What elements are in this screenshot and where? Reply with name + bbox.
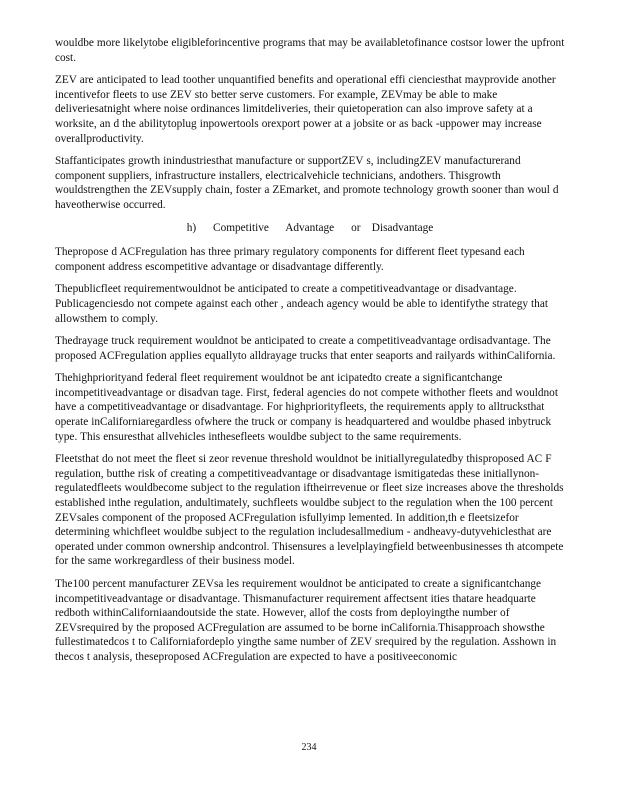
section-heading-competitive-advantage: h) Competitive Advantage or Disadvantage <box>186 221 434 234</box>
page-number: 234 <box>301 742 317 753</box>
paragraph-eligibility: wouldbe more likelytobe eligibleforincentive programs that may be availabletofinance costsor lower the upfront cost. <box>55 37 565 64</box>
paragraph-high-priority-federal: Thehighpriorityand federal fleet requirement wouldnot be ant icipatedto create a significantchange incompetitiveadvantage or disadvan tage. First, federal agencies do not compete withother fleets and wouldnot have a competitiveadvantage or disadvantage. For highpriorityfleets, the requirements apply to alltrucksthat operate inCaliforniaregardless ofwhere the truck or company is headquartered and wouldbe phased inbytruck type. This ensuresthat allvehicles inthesefleets wouldbe subject to the same requirements. <box>55 372 558 443</box>
paragraph-fleet-threshold: Fleetsthat do not meet the fleet si zeor revenue threshold wouldnot be initiallyregulatedby thisproposed AC F regulation, butthe risk of creating a competitiveadvantage or disadvantage ismitigatedas these initiallynon-regulatedfleets wouldbecome subject to the regulation iftheirrevenue or fleet size increases above the thresholds established inthe regulation, andultimately, suchfleets wouldbe subject to the regulation when the 100 percent ZEVsales component of the proposed ACFregulation isfullyimp lemented. In addition,th e fleetsizefor determining whichfleet wouldbe subject to the regulation includesallmedium - andheavy-dutyvehiclesthat are operated under common ownership andcontrol. Thisensures a levelplayingfield betweenbusinesses th atcompete for the same workregardless of their business model. <box>55 453 564 568</box>
paragraph-manufacturer-sales: The100 percent manufacturer ZEVsa les requirement wouldnot be anticipated to create a significantchange incompetitiveadvantage or disadvantage. Thismanufacturer requirement affectsent ities thatare headquarte redboth withinCaliforniaandoutside the state. However, allof the costs from deployingthe number of ZEVsrequired by the proposed ACFregulation are assumed to be borne inCalifornia.Thisapproach showsthe fullestimatedcos t to Californiafordeplo yingthe same number of ZEV srequired by the regulation. Asshown in thecos t analysis, theseproposed ACFregulation are expected to have a positiveeconomic <box>55 578 557 663</box>
paragraph-industry-growth: Staffanticipates growth inindustriesthat manufacture or supportZEV s, includingZEV manufacturerand component suppliers, infrastructure installers, electricalvehicle technicians, andothers. Thisgrowth wouldstrengthen the ZEVsupply chain, foster a ZEmarket, and promote technology growth sooner than woul d haveotherwise occurred. <box>55 155 559 211</box>
paragraph-unquantified-benefits: ZEV are anticipated to lead toother unquantified benefits and operational effi cienciesthat mayprovide another incentivefor fleets to use ZEV sto better serve customers. For example, ZEVmay be able to make deliveriesatnight where noise ordinances limitdeliveries, their quietoperation can also improve safety at a worksite, an d the abilitytoplug inpowertools orexport power at a jobsite or as back -uppower may increase overallproductivity. <box>55 74 556 145</box>
paragraph-regulatory-components: Thepropose d ACFregulation has three primary regulatory components for different fleet typesand each component address escompetitive advantage or disadvantage differently. <box>55 246 525 273</box>
paragraph-drayage-truck: Thedrayage truck requirement wouldnot be anticipated to create a competitiveadvantage ordisadvantage. The proposed ACFregulation applies equallyto alldrayage trucks that enter seaports and railyards withinCalifornia. <box>55 335 556 362</box>
paragraph-public-fleet: Thepublicfleet requirementwouldnot be anticipated to create a competitiveadvantage or disadvantage. Publicagenciesdo not compete against each other , andeach agency would be able to identifythe strategy that allowsthem to comply. <box>55 283 548 325</box>
document-page <box>55 36 565 673</box>
